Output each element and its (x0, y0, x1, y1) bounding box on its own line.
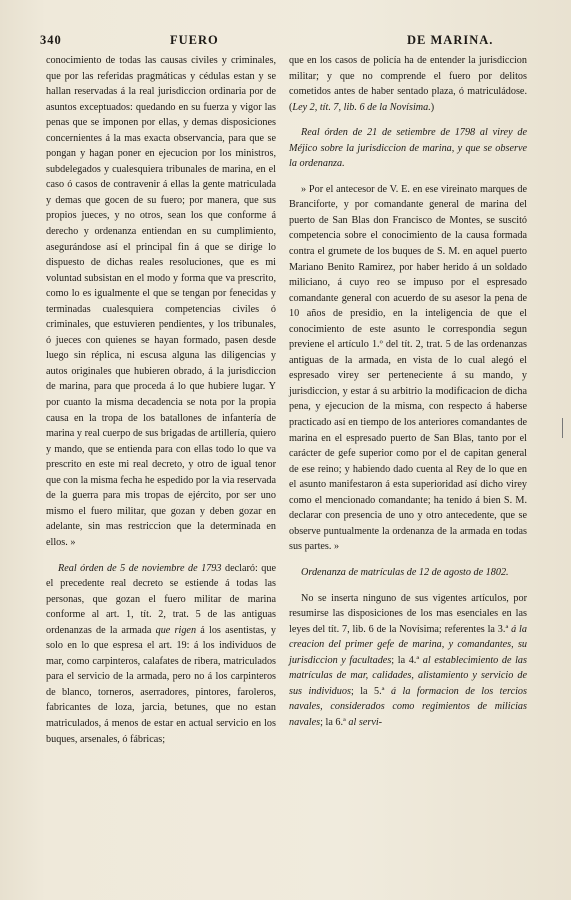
matriculas-italic-h: al servi- (348, 716, 383, 728)
section-heading-ordenanza-1802: Ordenanza de matrículas de 12 de agosto de 1802. (301, 566, 509, 578)
matriculas-text-a: No se inserta ninguno de sus vigentes artículos, por resumirse las disposiciones de los mas esenciales en las leyes del tít. 7, lib. 6 de la Novísima; referentes la 3.ª (289, 592, 527, 635)
page-number: 340 (40, 33, 62, 47)
running-head-right: DE MARINA. (407, 33, 494, 47)
page-header (40, 33, 555, 51)
right-paragraph-matriculas (289, 591, 527, 731)
left-paragraph-decree-end: conocimiento de todas las causas civiles y criminales, que por las referidas pragmáticas y cédulas estan y se hallan reservadas á la real jurisdiccion ordinaria por de asuntos exceptuados: quedando en su fuerza y vigor las penas que se imponen por ellas, y demas disposiciones concernientes á la mas exacta observancia, para que se pongan y hagan poner en ejecucion por los ministros, subdelegados y cualesquiera tribunales de marina, en el caso ó casos de contravenir á ellas la gente matriculada y demas que gocen de su fuero; por manera, que sus propios jueces, y no otros, sean los que conforme á derecho y ordenanza entiendan en su cumplimiento, asegurándose así el principal fin á que se dirige lo dispuesto de dichas reales resoluciones, que es mi voluntad subsistan en el modo y forma que va prescrito, como lo es igualmente el que se tengan por fenecidas y terminadas cualesquiera competencias civiles ó criminales, que estuvieren pendientes, y los tribunales, ó jueces con quienes se hayan formado, pasen desde luego sin réplica, ni escusa alguna las diligencias y autos originales que hubieren obrado, á la jurisdiccion de marina, para que proceda á lo que hubiere lugar. Y por cuanto la misma decadencia se nota por la propia causa en la tropa de los batallones de infantería de marina y real cuerpo de sus brigadas de artillería, quiero y mando, que se entienda para con ellas todo lo que va prescrito en este mi real decreto, y otro de igual tenor que con la misma fecha he espedido por la via reservada de la guerra para mis tropas de ejército, por ser uno mismo el fuero militar, que gozan y deben gozar en adelante, sin mas restriccion que la determinada en ellos. » (46, 55, 276, 548)
matriculas-text-g: ; la 6.ª (320, 716, 349, 728)
matriculas-text-c: ; la 4.ª (391, 654, 423, 666)
right-column (289, 53, 527, 730)
left-column (46, 53, 276, 747)
right-paragraph-continuation (289, 53, 527, 115)
running-head-left: FUERO (170, 33, 219, 47)
section-heading-real-orden-1798: Real órden de 21 de setiembre de 1798 al virey de Méjico sobre la jurisdiccion de marina, y que se observe la ordenanza. (289, 127, 527, 170)
real-orden-1793-text-a: declaró: que el precedente real decreto se estiende á todas las personas, que gozan el fuero militar de marina conforme al art. 1, tít. 2, trat. 5 de las antiguas ordenanzas de la armada (46, 562, 276, 636)
matriculas-italic-f: á la formacion de los tercios navales, considerados como regimientos de milicias navales (289, 685, 527, 728)
real-orden-1793-lead: Real órden de 5 de noviembre de 1793 (58, 562, 222, 574)
right-paragraph-branciforte: » Por el antecesor de V. E. en ese vireinato marques de Branciforte, y por comandante general de marina del puerto de San Blas don Francisco de Montes, se suscitó competencia sobre el conocimiento de la causa formada contra el grumete de los buques de S. M. en aquel puerto Mariano Benito Ramirez, por haber herido á un soldado miliciano, á cuyo reo se impuso por el espresado comandante general con acuerdo de su asesor la pena de 10 años de presidio, en la inteligencia de que el conocimiento de este asunto le correspondia segun previene el artículo 1.º del tít. 2, trat. 5 de las ordenanzas antiguas de la armada, en vista de lo cual alegó el espresado virey ser perteneciente á su mando, y jurisdiccion, y estar á su arbitrio la modificacion de dicha pena, y ejecucion de la misma, con respecto á haberse practicado así en tiempo de los anteriores comandantes de marina en el espresado puerto de San Blas, tanto por el carácter de gefe superior como por el de capitan general de ese reino; y habiendo dado cuenta al Rey de lo que en el asunto manifestaron á esta superioridad así dicho virey como el mencionado comandante; ha tenido á bien S. M. declarar con presencia de uno y otro antecedente, que se observe puntualmente la ordenanza de la armada en todas sus partes. » (289, 183, 527, 553)
matriculas-italic-b: á la creacion del primer gefe de marina, y comandantes, su jurisdiccion y facultades (289, 623, 527, 666)
continuation-text: que en los casos de policía ha de entender la jurisdiccion militar; y que no comprende el fuero por delitos cometidos antes de haber sentado plaza, ó matriculádose. ( (289, 55, 527, 113)
real-orden-1793-italic: que rigen (155, 624, 197, 636)
margin-mark (562, 418, 567, 438)
novisima-reference: Ley 2, tít. 7, lib. 6 de la Novísima. (292, 101, 431, 113)
left-paragraph-real-orden-1793 (46, 561, 276, 748)
continuation-close: ) (430, 101, 435, 113)
real-orden-1793-text-c: á los asentistas, y solo en lo que espresa el art. 19: á los individuos de mar, como carpinteros, calafates de ribera, matriculados para el servicio de la armada, pero no á los carpinteros de blanco, torneros, aserradores, pintores, faroleros, fabricantes de loza, jarcia, betunes, que no estan matriculados, á menos de estar en actual servicio en los buques, arsenales, ó fábricas; (46, 624, 276, 745)
matriculas-italic-d: al establecimiento de las matrículas de mar, calidades, alistamiento y servicio de sus individuos (289, 654, 527, 697)
matriculas-text-e: ; la 5.ª (350, 685, 391, 697)
